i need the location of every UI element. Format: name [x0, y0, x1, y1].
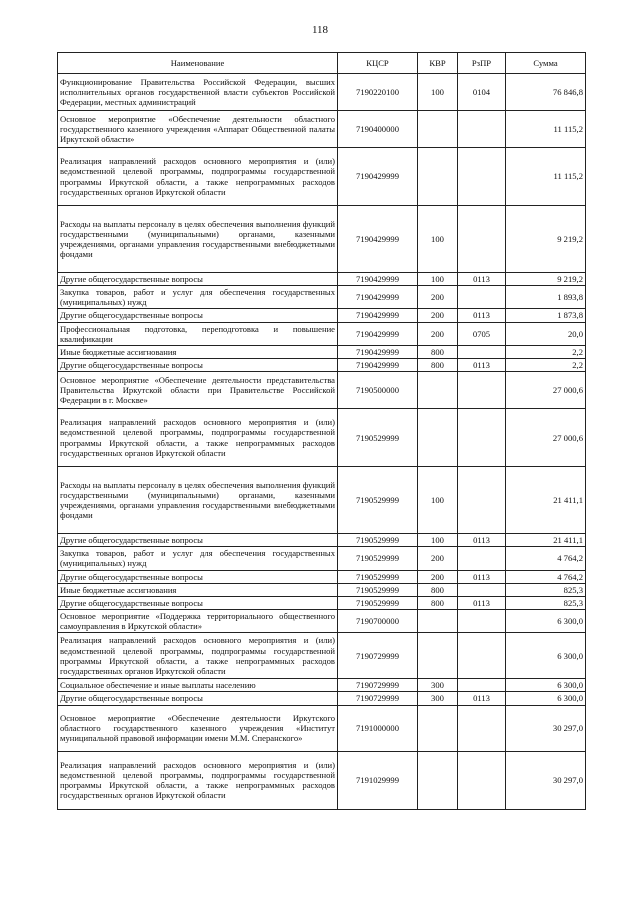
table-body [58, 74, 586, 810]
table-row [58, 596, 586, 609]
row-rzpr [458, 467, 506, 534]
table-row [58, 547, 586, 570]
header-rzpr: РзПР [458, 53, 506, 74]
row-kvr [418, 148, 458, 206]
row-sum: 30 297,0 [506, 751, 586, 809]
table-row [58, 111, 586, 148]
row-name: Основное мероприятие «Обеспечение деятельности Иркутского областного государственного казенного учреждения «Институт муниципальной правовой информации имени М.М. Сперанского» [58, 705, 338, 751]
row-name: Основное мероприятие «Поддержка территориального общественного самоуправления в Иркутской области» [58, 609, 338, 632]
row-sum: 30 297,0 [506, 705, 586, 751]
table-row [58, 692, 586, 705]
row-sum: 27 000,6 [506, 372, 586, 409]
row-sum: 825,3 [506, 583, 586, 596]
row-sum: 21 411,1 [506, 534, 586, 547]
row-sum: 6 300,0 [506, 609, 586, 632]
row-rzpr [458, 206, 506, 273]
row-sum: 4 764,2 [506, 547, 586, 570]
row-kvr: 200 [418, 322, 458, 345]
page-number: 118 [311, 24, 329, 36]
table-row [58, 74, 586, 111]
table-row [58, 345, 586, 358]
row-kcsr: 7190529999 [338, 467, 418, 534]
row-name: Реализация направлений расходов основного мероприятия и (или) ведомственной целевой программы, подпрограммы государственной программы Иркутской области, а также непрограммных расходов государственных органов Иркутской области [58, 751, 338, 809]
row-name: Функционирование Правительства Российской Федерации, высших исполнительных органов государственной власти субъектов Российской Федерации, местных администраций [58, 74, 338, 111]
table-header-row [58, 53, 586, 74]
row-kcsr: 7190529999 [338, 596, 418, 609]
row-kcsr: 7190429999 [338, 309, 418, 322]
row-rzpr [458, 345, 506, 358]
row-rzpr [458, 148, 506, 206]
table-row [58, 467, 586, 534]
row-rzpr [458, 111, 506, 148]
table-row [58, 273, 586, 286]
row-rzpr: 0113 [458, 534, 506, 547]
row-name: Другие общегосударственные вопросы [58, 692, 338, 705]
row-name: Иные бюджетные ассигнования [58, 345, 338, 358]
table-row [58, 358, 586, 371]
row-kvr: 300 [418, 692, 458, 705]
table-row [58, 148, 586, 206]
row-kvr [418, 633, 458, 679]
row-kcsr: 7190529999 [338, 583, 418, 596]
row-sum: 9 219,2 [506, 273, 586, 286]
row-name: Расходы на выплаты персоналу в целях обеспечения выполнения функций государственными (муниципальными) органами, казенными учреждениями, органами управления государственными внебюджетными фондами [58, 206, 338, 273]
row-name: Иные бюджетные ассигнования [58, 583, 338, 596]
row-kvr: 100 [418, 467, 458, 534]
table-row [58, 322, 586, 345]
row-rzpr [458, 583, 506, 596]
row-kvr [418, 751, 458, 809]
row-kcsr: 7190429999 [338, 148, 418, 206]
row-kvr [418, 409, 458, 467]
row-kvr [418, 111, 458, 148]
row-name: Основное мероприятие «Обеспечение деятельности областного государственного казенного учреждения «Аппарат Общественной палаты Иркутской области» [58, 111, 338, 148]
header-name: Наименование [58, 53, 338, 74]
row-kcsr: 7190400000 [338, 111, 418, 148]
row-kcsr: 7191000000 [338, 705, 418, 751]
row-name: Другие общегосударственные вопросы [58, 358, 338, 371]
table-row [58, 705, 586, 751]
row-name: Профессиональная подготовка, переподготовка и повышение квалификации [58, 322, 338, 345]
row-kvr: 200 [418, 570, 458, 583]
row-kvr [418, 705, 458, 751]
row-kvr: 100 [418, 206, 458, 273]
row-kvr: 300 [418, 679, 458, 692]
row-name: Реализация направлений расходов основного мероприятия и (или) ведомственной целевой программы, подпрограммы государственной программы Иркутской области, а также непрограммных расходов государственных органов Иркутской области [58, 409, 338, 467]
row-kcsr: 7190529999 [338, 534, 418, 547]
header-sum: Сумма [506, 53, 586, 74]
row-kvr: 200 [418, 286, 458, 309]
row-name: Основное мероприятие «Обеспечение деятельности представительства Правительства Иркутской области при Правительстве Российской Федерации в г. Москве» [58, 372, 338, 409]
row-rzpr: 0113 [458, 596, 506, 609]
row-rzpr: 0113 [458, 273, 506, 286]
row-kcsr: 7190429999 [338, 273, 418, 286]
row-rzpr [458, 286, 506, 309]
table-row [58, 409, 586, 467]
row-kvr: 200 [418, 547, 458, 570]
row-kcsr: 7191029999 [338, 751, 418, 809]
row-kvr [418, 609, 458, 632]
row-name: Другие общегосударственные вопросы [58, 596, 338, 609]
row-sum: 1 873,8 [506, 309, 586, 322]
row-rzpr [458, 409, 506, 467]
table-row [58, 583, 586, 596]
row-rzpr [458, 609, 506, 632]
row-rzpr [458, 751, 506, 809]
row-kcsr: 7190429999 [338, 206, 418, 273]
table-row [58, 751, 586, 809]
row-kvr: 100 [418, 74, 458, 111]
row-sum: 4 764,2 [506, 570, 586, 583]
row-rzpr: 0113 [458, 358, 506, 371]
table-row [58, 372, 586, 409]
row-kcsr: 7190529999 [338, 570, 418, 583]
budget-table [57, 52, 586, 810]
row-sum: 6 300,0 [506, 633, 586, 679]
row-name: Другие общегосударственные вопросы [58, 570, 338, 583]
row-sum: 20,0 [506, 322, 586, 345]
row-kcsr: 7190220100 [338, 74, 418, 111]
row-kcsr: 7190429999 [338, 358, 418, 371]
row-sum: 27 000,6 [506, 409, 586, 467]
row-kvr [418, 372, 458, 409]
row-kcsr: 7190529999 [338, 547, 418, 570]
row-rzpr [458, 547, 506, 570]
row-rzpr: 0113 [458, 692, 506, 705]
row-sum: 2,2 [506, 358, 586, 371]
row-sum: 6 300,0 [506, 679, 586, 692]
row-rzpr: 0104 [458, 74, 506, 111]
row-name: Расходы на выплаты персоналу в целях обеспечения выполнения функций государственными (муниципальными) органами, казенными учреждениями, органами управления государственными внебюджетными фондами [58, 467, 338, 534]
row-kcsr: 7190529999 [338, 409, 418, 467]
row-kvr: 800 [418, 596, 458, 609]
row-name: Другие общегосударственные вопросы [58, 309, 338, 322]
row-name: Реализация направлений расходов основного мероприятия и (или) ведомственной целевой программы, подпрограммы государственной программы Иркутской области, а также непрограммных расходов государственных органов Иркутской области [58, 633, 338, 679]
row-name: Социальное обеспечение и иные выплаты населению [58, 679, 338, 692]
row-rzpr [458, 705, 506, 751]
row-kcsr: 7190729999 [338, 679, 418, 692]
row-sum: 11 115,2 [506, 148, 586, 206]
row-sum: 2,2 [506, 345, 586, 358]
table-row [58, 534, 586, 547]
row-name: Закупка товаров, работ и услуг для обеспечения государственных (муниципальных) нужд [58, 286, 338, 309]
row-sum: 21 411,1 [506, 467, 586, 534]
row-kcsr: 7190500000 [338, 372, 418, 409]
row-kvr: 200 [418, 309, 458, 322]
row-kvr: 800 [418, 358, 458, 371]
row-rzpr: 0113 [458, 570, 506, 583]
table-row [58, 570, 586, 583]
row-kcsr: 7190729999 [338, 692, 418, 705]
row-sum: 6 300,0 [506, 692, 586, 705]
row-sum: 9 219,2 [506, 206, 586, 273]
row-kvr: 800 [418, 583, 458, 596]
table-row [58, 286, 586, 309]
row-rzpr [458, 679, 506, 692]
row-sum: 76 846,8 [506, 74, 586, 111]
row-kcsr: 7190729999 [338, 633, 418, 679]
row-rzpr: 0113 [458, 309, 506, 322]
row-sum: 825,3 [506, 596, 586, 609]
row-name: Реализация направлений расходов основного мероприятия и (или) ведомственной целевой программы, подпрограммы государственной программы Иркутской области, а также непрограммных расходов государственных органов Иркутской области [58, 148, 338, 206]
row-name: Другие общегосударственные вопросы [58, 534, 338, 547]
row-kcsr: 7190429999 [338, 322, 418, 345]
row-kvr: 100 [418, 534, 458, 547]
row-sum: 11 115,2 [506, 111, 586, 148]
row-rzpr [458, 633, 506, 679]
row-name: Закупка товаров, работ и услуг для обеспечения государственных (муниципальных) нужд [58, 547, 338, 570]
header-kcsr: КЦСР [338, 53, 418, 74]
row-kvr: 100 [418, 273, 458, 286]
row-rzpr: 0705 [458, 322, 506, 345]
table-row [58, 206, 586, 273]
row-kcsr: 7190429999 [338, 286, 418, 309]
table-row [58, 609, 586, 632]
table-row [58, 633, 586, 679]
table-row [58, 679, 586, 692]
row-kvr: 800 [418, 345, 458, 358]
header-kvr: КВР [418, 53, 458, 74]
table-row [58, 309, 586, 322]
row-name: Другие общегосударственные вопросы [58, 273, 338, 286]
row-kcsr: 7190429999 [338, 345, 418, 358]
row-sum: 1 893,8 [506, 286, 586, 309]
row-kcsr: 7190700000 [338, 609, 418, 632]
row-rzpr [458, 372, 506, 409]
